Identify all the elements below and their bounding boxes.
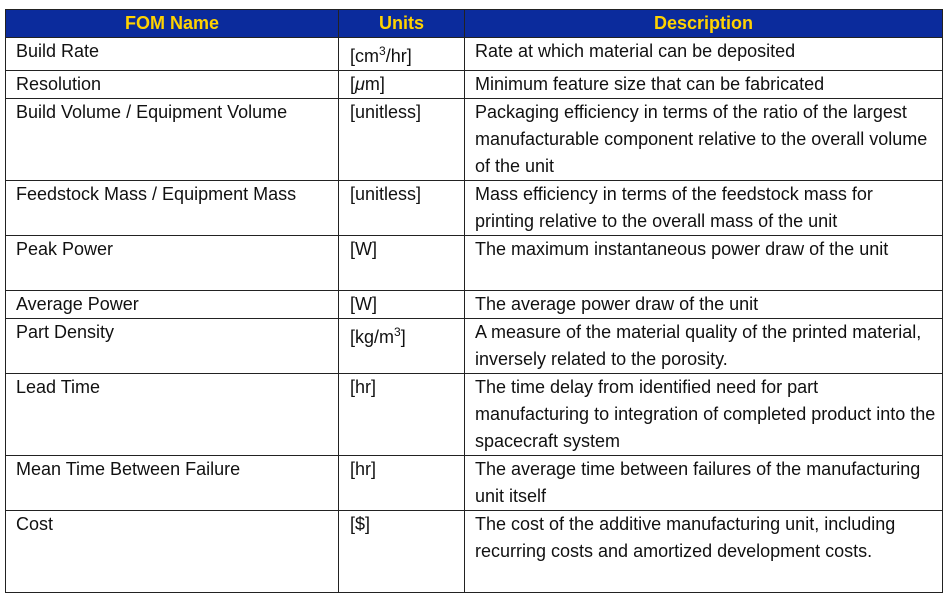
table-row [6,456,943,511]
units-cell [339,38,465,71]
units-base: [kg/m [350,327,395,347]
units-cell: [unitless] [339,181,465,236]
fom-name-cell: Feedstock Mass / Equipment Mass [6,181,339,236]
fom-table [5,9,943,593]
header-row [6,10,943,38]
table-row [6,71,943,99]
description-cell: The cost of the additive manufacturing unit, including recurring costs and amortized development costs. [465,511,943,593]
table-row [6,236,943,291]
header-units: Units [339,10,465,38]
units-base: [ [350,74,356,94]
table-row [6,291,943,319]
description-cell: Rate at which material can be deposited [465,38,943,71]
fom-name-cell: Average Power [6,291,339,319]
fom-name-cell: Build Volume / Equipment Volume [6,99,339,181]
units-cell: [hr] [339,456,465,511]
units-cell [339,71,465,99]
fom-name-cell: Lead Time [6,374,339,456]
table-row [6,374,943,456]
header-description: Description [465,10,943,38]
units-cell: [unitless] [339,99,465,181]
description-cell: Mass efficiency in terms of the feedstock mass for printing relative to the overall mass of the unit [465,181,943,236]
units-tail: m] [364,74,385,94]
table-row [6,511,943,593]
table-row [6,99,943,181]
table-row [6,38,943,71]
fom-name-cell: Part Density [6,319,339,374]
table-row [6,181,943,236]
fom-name-cell: Cost [6,511,339,593]
units-superscript: 3 [379,44,386,58]
header-fom-name: FOM Name [6,10,339,38]
fom-table-container [5,9,942,593]
units-tail: ] [400,327,406,347]
description-cell: The average power draw of the unit [465,291,943,319]
units-tail: /hr] [385,46,412,66]
units-cell: [$] [339,511,465,593]
units-cell [339,319,465,374]
fom-name-cell: Build Rate [6,38,339,71]
description-cell: A measure of the material quality of the printed material, inversely related to the porosity. [465,319,943,374]
description-cell: Minimum feature size that can be fabricated [465,71,943,99]
units-cell: [W] [339,236,465,291]
fom-name-cell: Resolution [6,71,339,99]
units-cell: [hr] [339,374,465,456]
table-row [6,319,943,374]
fom-name-cell: Peak Power [6,236,339,291]
units-mu: μ [355,74,365,94]
units-superscript: 3 [394,325,401,339]
units-cell: [W] [339,291,465,319]
description-cell: The maximum instantaneous power draw of the unit [465,236,943,291]
description-cell: The average time between failures of the manufacturing unit itself [465,456,943,511]
fom-name-cell: Mean Time Between Failure [6,456,339,511]
description-cell: The time delay from identified need for part manufacturing to integration of completed product into the spacecraft system [465,374,943,456]
description-cell: Packaging efficiency in terms of the ratio of the largest manufacturable component relative to the overall volume of the unit [465,99,943,181]
units-base: [cm [350,46,379,66]
